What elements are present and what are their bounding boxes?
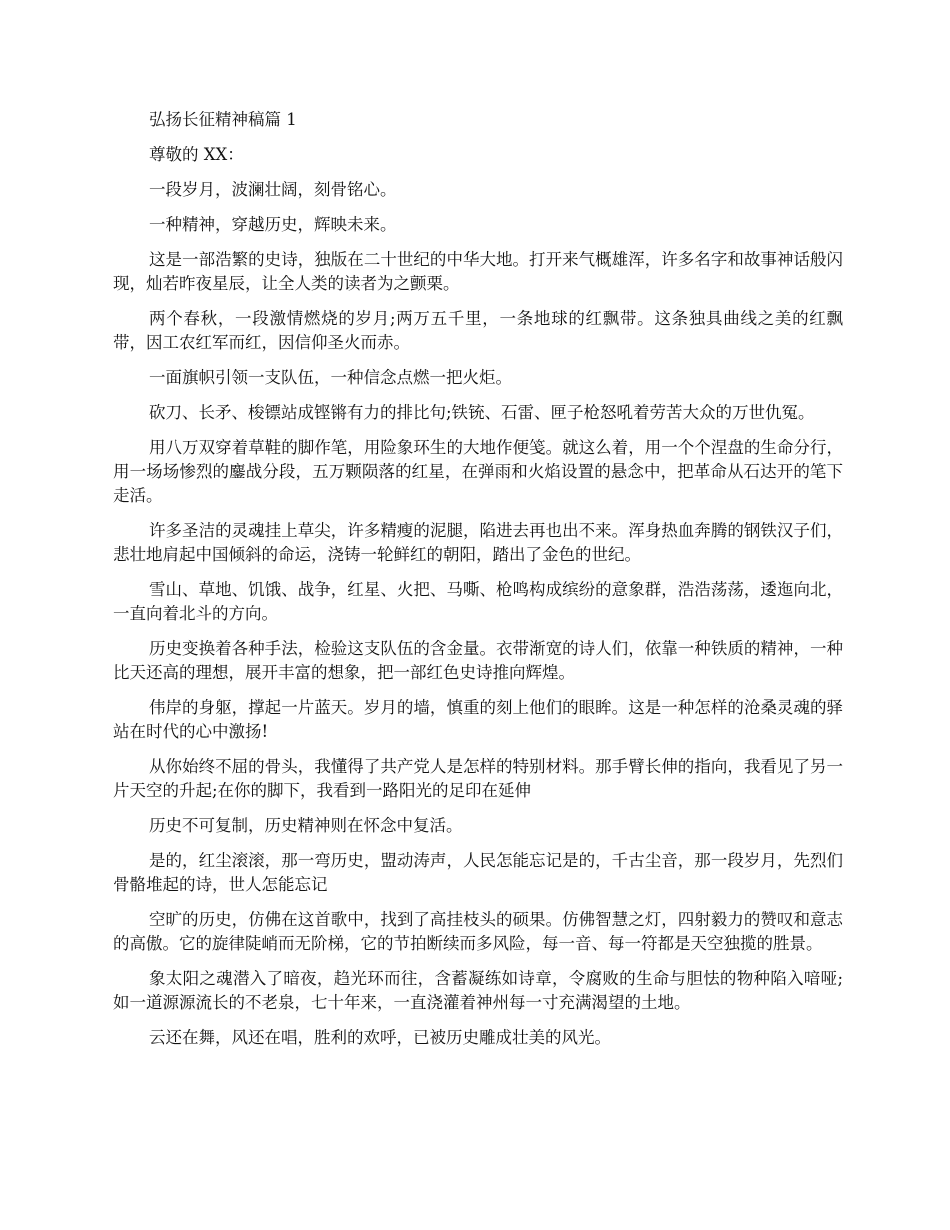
salutation: 尊敬的 XX： [149,145,244,164]
paragraph: 这是一部浩繁的史诗，独版在二十世纪的中华大地。打开来气概雄浑，许多名字和故事神话般闪现，灿若昨夜星辰，让全人类的读者为之颤栗。 [113,250,843,293]
paragraph: 一面旗帜引领一支队伍，一种信念点燃一把火炬。 [149,368,512,387]
paragraph: 象太阳之魂潜入了暗夜，趋光环而往，含蓄凝练如诗章，令腐败的生命与胆怯的物种陷入喑哑;如一道源源流长的不老泉，七十年来，一直浇灌着神州每一寸充满渴望的土地。 [113,969,843,1012]
paragraph: 伟岸的身躯，撑起一片蓝天。岁月的墙，慎重的刻上他们的眼眸。这是一种怎样的沧桑灵魂的驿站在时代的心中激扬! [113,698,843,741]
document-title: 弘扬长征精神稿篇 1 [149,110,297,129]
paragraph: 砍刀、长矛、梭镖站成铿锵有力的排比句;铁铳、石雷、匣子枪怒吼着劳苦大众的万世仇冤。 [149,403,815,422]
paragraph: 一种精神，穿越历史，辉映未来。 [149,215,397,234]
paragraph: 一段岁月，波澜壮阔，刻骨铭心。 [149,180,397,199]
paragraph: 用八万双穿着草鞋的脚作笔，用险象环生的大地作便笺。就这么着，用一个个涅盘的生命分行，用一场场惨烈的鏖战分段，五万颗陨落的红星，在弹雨和火焰设置的悬念中，把革命从石达开的笔下走活。 [113,438,843,505]
paragraph: 许多圣洁的灵魂挂上草尖，许多精瘦的泥腿，陷进去再也出不来。浑身热血奔腾的钢铁汉子们，悲壮地肩起中国倾斜的命运，浇铸一轮鲜红的朝阳，踏出了金色的世纪。 [113,521,843,564]
paragraph: 历史变换着各种手法，检验这支队伍的含金量。衣带渐宽的诗人们，依靠一种铁质的精神，一种比天还高的理想，展开丰富的想象，把一部红色史诗推向辉煌。 [113,639,843,682]
paragraph: 空旷的历史，仿佛在这首歌中，找到了高挂枝头的硕果。仿佛智慧之灯，四射毅力的赞叹和意志的高傲。它的旋律陡峭而无阶梯，它的节拍断续而多风险，每一音、每一符都是天空独揽的胜景。 [113,910,843,953]
paragraph: 两个春秋，一段激情燃烧的岁月;两万五千里，一条地球的红飘带。这条独具曲线之美的红飘带，因工农红军而红，因信仰圣火而赤。 [113,309,843,352]
document-body [113,108,843,1061]
paragraph: 历史不可复制，历史精神则在怀念中复活。 [149,816,463,835]
paragraph: 云还在舞，风还在唱，胜利的欢呼，已被历史雕成壮美的风光。 [149,1028,611,1047]
paragraph: 是的，红尘滚滚，那一弯历史，盟动涛声，人民怎能忘记是的，千古尘音，那一段岁月，先烈们骨骼堆起的诗，世人怎能忘记 [113,851,843,894]
paragraph: 从你始终不屈的骨头，我懂得了共产党人是怎样的特别材料。那手臂长伸的指向，我看见了另一片天空的升起;在你的脚下，我看到一路阳光的足印在延伸 [113,757,843,800]
paragraph: 雪山、草地、饥饿、战争，红星、火把、马嘶、枪鸣构成缤纷的意象群，浩浩荡荡，逶迤向北，一直向着北斗的方向。 [113,580,843,623]
